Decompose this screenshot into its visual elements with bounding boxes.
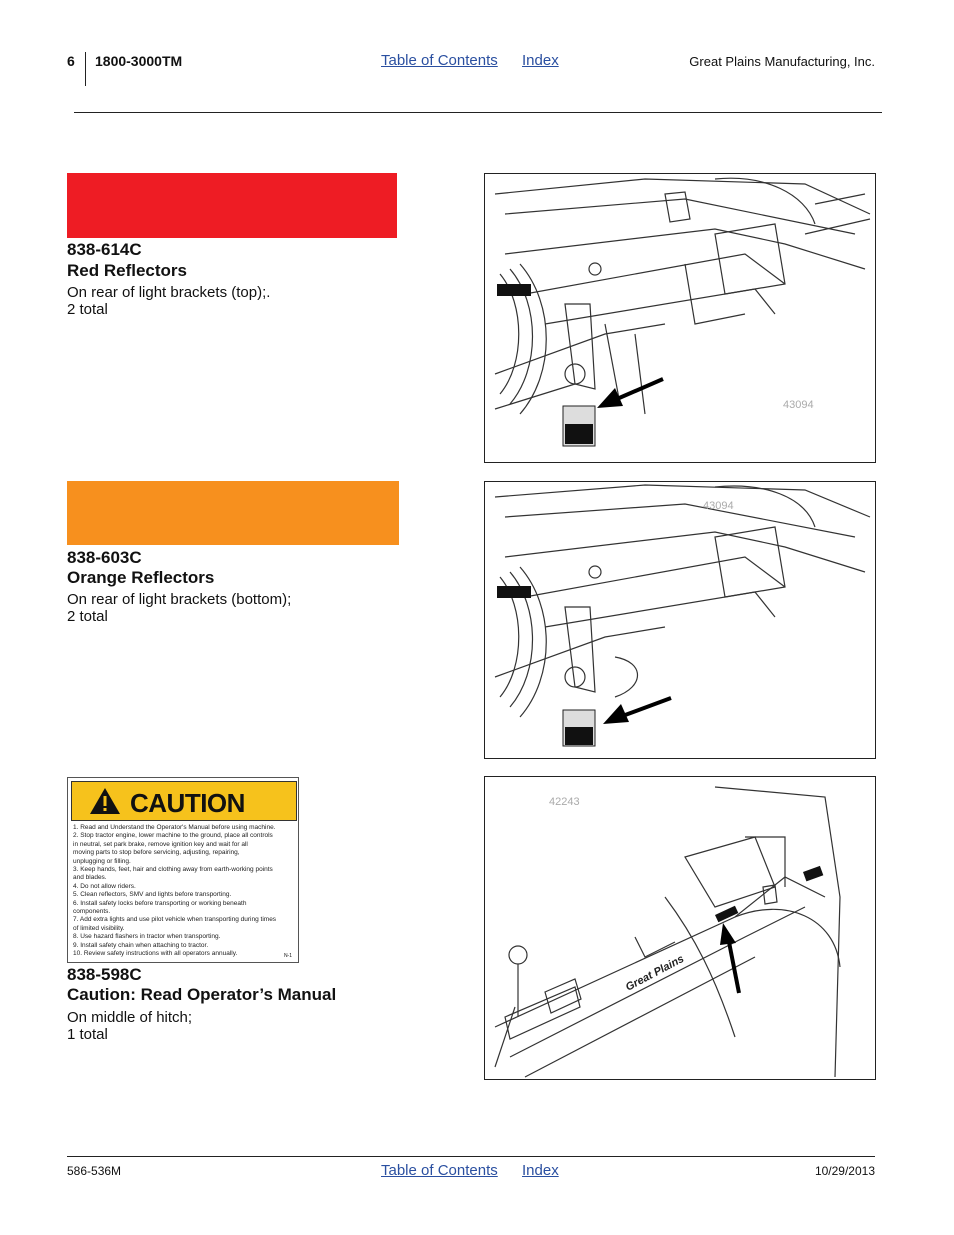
part-quantity: 2 total (67, 608, 108, 625)
caution-line: in neutral, set park brake, remove ignition key and wait for all (73, 840, 248, 848)
figure-caution-decal (484, 776, 876, 1080)
caution-line: 9. Install safety chain when attaching to tractor. (73, 941, 209, 949)
caution-line: unplugging or filling. (73, 857, 131, 865)
decal-code: N-1 (283, 953, 292, 959)
caution-line: 8. Use hazard flashers in tractor when transporting. (73, 933, 221, 941)
caution-header (71, 781, 297, 821)
caution-line: 4. Do not allow riders. (73, 882, 136, 890)
caution-line: 7. Add extra lights and use pilot vehicle when transporting during times (73, 916, 277, 924)
warning-triangle-icon (88, 786, 122, 816)
reflector-mark (497, 586, 531, 598)
arrow-icon (720, 923, 736, 945)
figure-id: 43094 (703, 500, 734, 512)
reflector-mark (497, 284, 531, 296)
caution-line: 10. Review safety instructions with all operators annually. (73, 950, 238, 958)
footer-index-link[interactable]: Index (522, 1162, 559, 1179)
company-name: Great Plains Manufacturing, Inc. (689, 54, 875, 69)
caution-line: 5. Clean reflectors, SMV and lights before transporting. (73, 891, 232, 899)
part-number: 838-614C (67, 240, 142, 259)
figure-id: 42243 (549, 796, 580, 808)
machine-illustration (485, 482, 875, 758)
part-quantity: 2 total (67, 301, 108, 318)
revision-date: 10/29/2013 (814, 1164, 875, 1178)
hitch-illustration (485, 777, 875, 1079)
part-title: Caution: Read Operator’s Manual (67, 985, 337, 1004)
orange-reflector-swatch (67, 481, 399, 545)
caution-line: 2. Stop tractor engine, lower machine to the ground, place all controls (73, 832, 273, 840)
footer-rule (67, 1156, 875, 1157)
figure-orange-reflector (484, 481, 876, 759)
caution-line: components. (73, 908, 111, 916)
part-location: On rear of light brackets (bottom); (67, 591, 292, 608)
caution-line: 1. Read and Understand the Operator's Manual before using machine. (73, 824, 276, 831)
arrow-icon (603, 704, 629, 724)
header-divider (85, 52, 86, 86)
part-location: On middle of hitch; (67, 1009, 193, 1026)
caution-line: and blades. (73, 874, 107, 882)
part-quantity: 1 total (67, 1026, 108, 1043)
part-title: Orange Reflectors (67, 568, 215, 587)
caution-instructions (73, 824, 295, 959)
arrow-icon (597, 388, 623, 408)
part-location: On rear of light brackets (top);. (67, 284, 271, 301)
toc-link[interactable]: Table of Contents (381, 52, 498, 69)
caution-line: moving parts to stop before servicing, adjusting, repairing, (73, 849, 240, 857)
figure-red-reflector (484, 173, 876, 463)
part-title: Red Reflectors (67, 261, 187, 280)
page-number: 6 (67, 53, 75, 69)
doc-number: 586-536M (67, 1164, 122, 1178)
footer-toc-link[interactable]: Table of Contents (381, 1162, 498, 1179)
part-number: 838-603C (67, 548, 142, 567)
figure-id: 43094 (783, 399, 814, 411)
header-rule (74, 112, 882, 113)
brand-logo-text: Great Plains (623, 952, 687, 994)
doc-title: 1800-3000TM (95, 53, 183, 69)
caution-decal (67, 777, 299, 963)
caution-line: 3. Keep hands, feet, hair and clothing away from earth-working points (73, 866, 273, 874)
machine-illustration (485, 174, 875, 462)
index-link[interactable]: Index (522, 52, 559, 69)
caution-signal-word: CAUTION (130, 788, 245, 818)
caution-line: 6. Install safety locks before transporting or working beneath (73, 899, 247, 907)
caution-line: of limited visibility. (73, 924, 125, 932)
red-reflector-swatch (67, 173, 397, 238)
part-number: 838-598C (67, 965, 142, 984)
